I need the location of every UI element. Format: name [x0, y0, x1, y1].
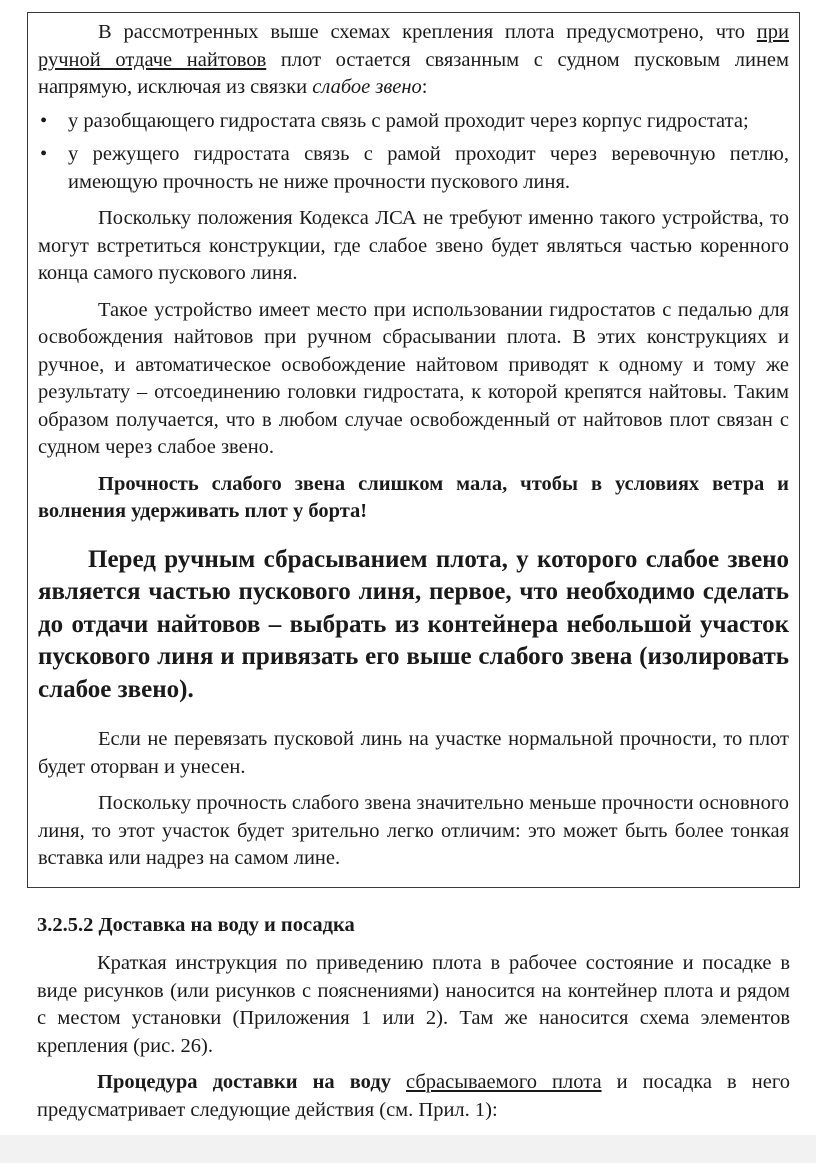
section-3-2-5-2 — [37, 912, 790, 1124]
box-paragraph-6: Поскольку прочность слабого звена значительно меньше прочности основного линя, то этот участок будет зрительно легко отличим: это может быть более тонкая вставка или надрез на самом лине. — [38, 792, 789, 869]
section-heading: 3.2.5.2 Доставка на воду и посадка — [37, 914, 355, 936]
italic-term: слабое звено — [312, 76, 422, 98]
section-paragraph-1: Краткая инструкция по приведению плота в рабочее состояние и посадке в виде рисунков (или рисунков с пояснениями) наносится на контейнер плота и рядом с местом установки (Приложения 1 или 2). Там же наносится схема элементов крепления (рис. 26). — [37, 952, 790, 1057]
box-paragraph-3: Такое устройство имеет место при использовании гидростатов с педалью для освобождения найтовов при ручном сбрасывании плота. В этих конструкциях и ручное, и автоматическое освобождение найтовом приводят к одному и тому же результату – отсоединению головки гидростата, к которой крепятся найтовы. Таким образом получается, что в любом случае освобожденный от найтовов плот связан с судном через слабое звено. — [38, 298, 789, 458]
underlined-phrase: при ручной отдаче найтовов — [38, 21, 789, 71]
box-bold-warning: Прочность слабого звена слишком мала, чтобы в условиях ветра и волнения удерживать плот у борта! — [38, 472, 789, 522]
bullet-dot-icon: • — [40, 109, 48, 132]
underlined-phrase: сбрасываемого плота — [406, 1071, 602, 1093]
section-paragraph-2: Процедура доставки на воду сбрасываемого плота и посадка в него предусматривает следующие действия (см. Прил. 1): — [37, 1071, 791, 1121]
bullet-dot-icon: • — [40, 143, 48, 165]
box-paragraph-2: Поскольку положения Кодекса ЛСА не требуют именно такого устройства, то могут встретиться конструкции, где слабое звено будет являться частью коренного конца самого пускового линя. — [38, 207, 789, 284]
page-bottom-margin — [0, 1135, 816, 1163]
box-paragraph-1: В рассмотренных выше схемах крепления плота предусмотрено, что при ручной отдаче найтовов плот остается связанным с судном пусковым линем напрямую, исключая из связки слабое звено: — [38, 21, 789, 98]
bullet-item: • у разобщающего гидростата связь с рамой проходит через корпус гидростата; — [38, 108, 789, 136]
note-box — [27, 12, 800, 888]
emphasized-instruction: Перед ручным сбрасыванием плота, у которого слабое звено является частью пускового линя, первое, что необходимо сделать до отдачи найтовов – выбрать из контейнера небольшой участок пускового линя и привязать его выше слабого звена (изолировать слабое звено). — [38, 545, 789, 703]
box-paragraph-5: Если не перевязать пусковой линь на участке нормальной прочности, то плот будет оторван и унесен. — [38, 728, 789, 778]
bullet-item: • у режущего гидростата связь с рамой проходит через веревочную петлю, имеющую прочность не ниже прочности пускового линя. — [40, 143, 789, 193]
